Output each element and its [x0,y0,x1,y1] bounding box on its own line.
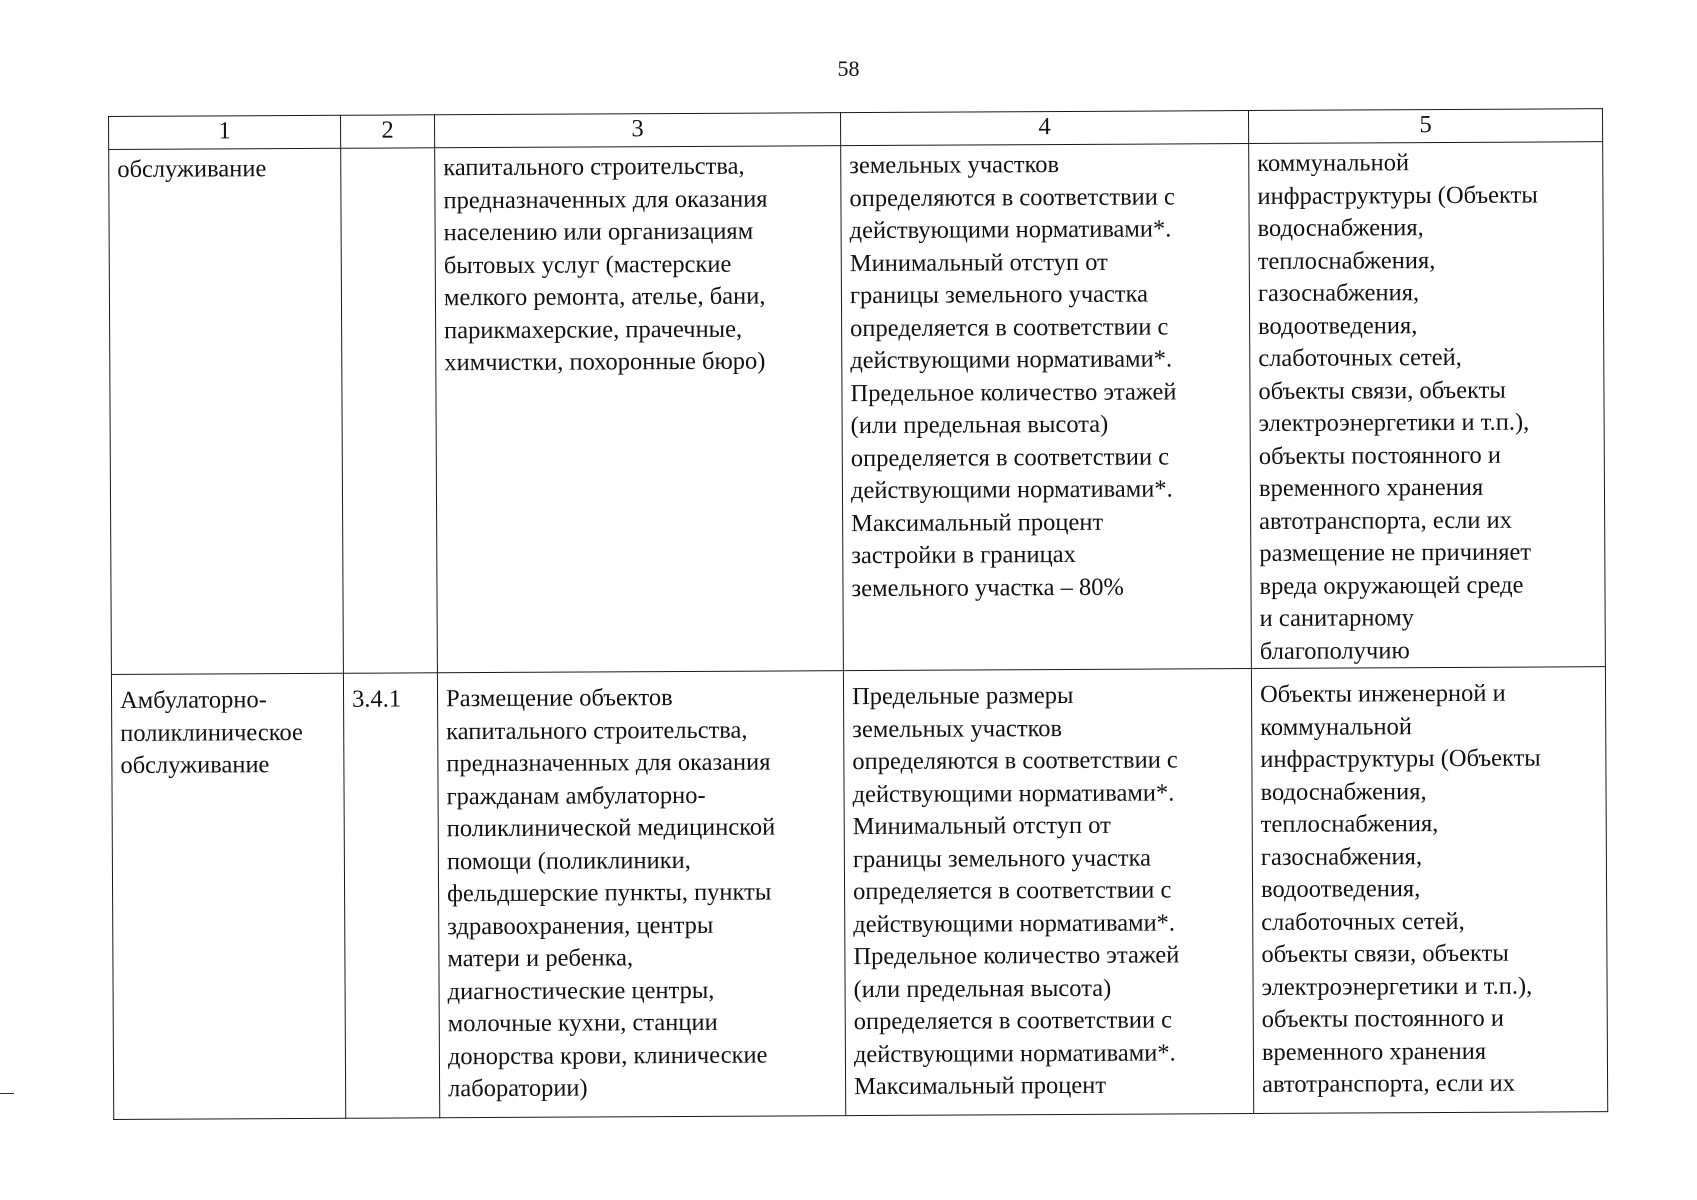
cell-parameters: Предельные размеры земельных участков определяются в соответствии с действующими нормативами*. Минимальный отступ от границы земельного участка определяется в соответствии с действующими нормативами*. Предельное количество этажей (или предельная высота) определяется в соответствии с действующими нормативами*. Максимальный процент [843,669,1253,1116]
cell-auxiliary-uses: коммунальной инфраструктуры (Объекты водоснабжения, теплоснабжения, газоснабжения, водоотведения, слаботочных сетей, объекты связи, объекты электроэнергетики и т.п.), объекты постоянного и временного хранения автотранспорта, если их размещение не причиняет вреда окружающей среде и санитарному благополучию [1249,142,1606,669]
cell-parameters: земельных участков определяются в соответствии с действующими нормативами*. Минимальный отступ от границы земельного участка определяется в соответствии с действующими нормативами*. Предельное количество этажей (или предельная высота) определяется в соответствии с действующими нормативами*. Максимальный процент застройки в границах земельного участка – 80% [841,144,1252,671]
header-col-5: 5 [1248,109,1602,144]
header-col-1: 1 [109,115,341,149]
header-col-4: 4 [840,111,1248,146]
cell-use-name: Амбулаторно- поликлиническое обслуживание [111,673,345,1119]
zoning-table [108,108,1608,1120]
cell-use-code: 3.4.1 [343,673,439,1118]
table-row [111,667,1607,1120]
page-number: 58 [837,56,860,81]
header-col-2: 2 [340,115,434,148]
header-col-3: 3 [434,113,840,148]
margin-mark [0,1093,14,1094]
cell-use-description: Размещение объектов капитального строительства, предназначенных для оказания гражданам амбулаторно- поликлинической медицинской помощи (поликлиники, фельдшерские пункты, пункты здравоохранения, центры матери и ребенка, диагностические центры, молочные кухни, станции донорства крови, клинические лаборатории) [437,671,845,1118]
table-row [109,142,1606,675]
cell-use-name: обслуживание [109,148,344,674]
cell-use-description: капитального строительства, предназначенных для оказания населению или организациям бытовых услуг (мастерские мелкого ремонта, ателье, бани, парикмахерские, прачечные, химчистки, похоронные бюро) [435,146,844,673]
cell-auxiliary-uses: Объекты инженерной и коммунальной инфраструктуры (Объекты водоснабжения, теплоснабжения, газоснабжения, водоотведения, слаботочных сетей, объекты связи, объекты электроэнергетики и т.п.), объекты постоянного и временного хранения автотранспорта, если их [1251,667,1607,1114]
cell-use-code [341,148,438,673]
